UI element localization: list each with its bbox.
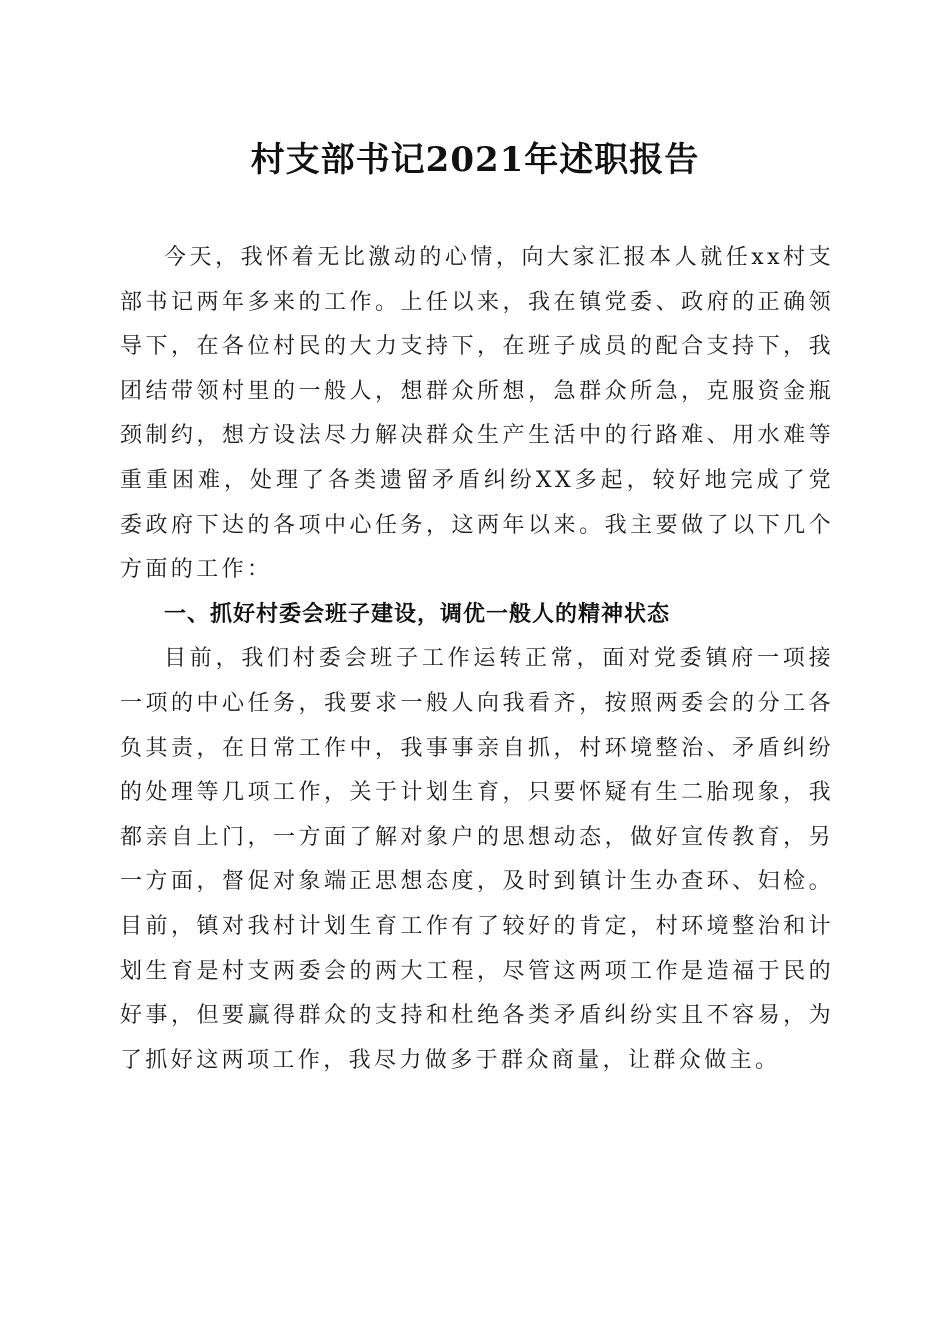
document-title: 村支部书记2021年述职报告	[250, 140, 700, 180]
intro-paragraph: 今天，我怀着无比激动的心情，向大家汇报本人就任xx村支部书记两年多来的工作。上任以来，我在镇党委、政府的正确领导下，在各位村民的大力支持下，在班子成员的配合支持下，我团结带领村里的一般人，想群众所想，急群众所急，克服资金瓶颈制约，想方设法尽力解决群众生产生活中的行路难、用水难等重重困难，处理了各类遗留矛盾纠纷XX多起，较好地完成了党委政府下达的各项中心任务，这两年以来。我主要做了以下几个方面的工作：	[120, 245, 834, 583]
section-heading: 一、抓好村委会班子建设，调优一般人的精神状态	[164, 601, 671, 627]
document-body	[120, 236, 834, 1083]
section-paragraph: 目前，我们村委会班子工作运转正常，面对党委镇府一项接一项的中心任务，我要求一般人向我看齐，按照两委会的分工各负其责，在日常工作中，我事事亲自抓，村环境整治、矛盾纠纷的处理等几项工作，关于计划生育，只要怀疑有生二胎现象，我都亲自上门，一方面了解对象户的思想动态，做好宣传教育，另一方面，督促对象端正思想态度，及时到镇计生办查环、妇检。目前，镇对我村计划生育工作有了较好的肯定，村环境整治和计划生育是村支两委会的两大工程，尽管这两项工作是造福于民的好事，但要赢得群众的支持和杜绝各类矛盾纠纷实且不容易，为了抓好这两项工作，我尽力做多于群众商量，让群众做主。	[120, 646, 834, 1073]
